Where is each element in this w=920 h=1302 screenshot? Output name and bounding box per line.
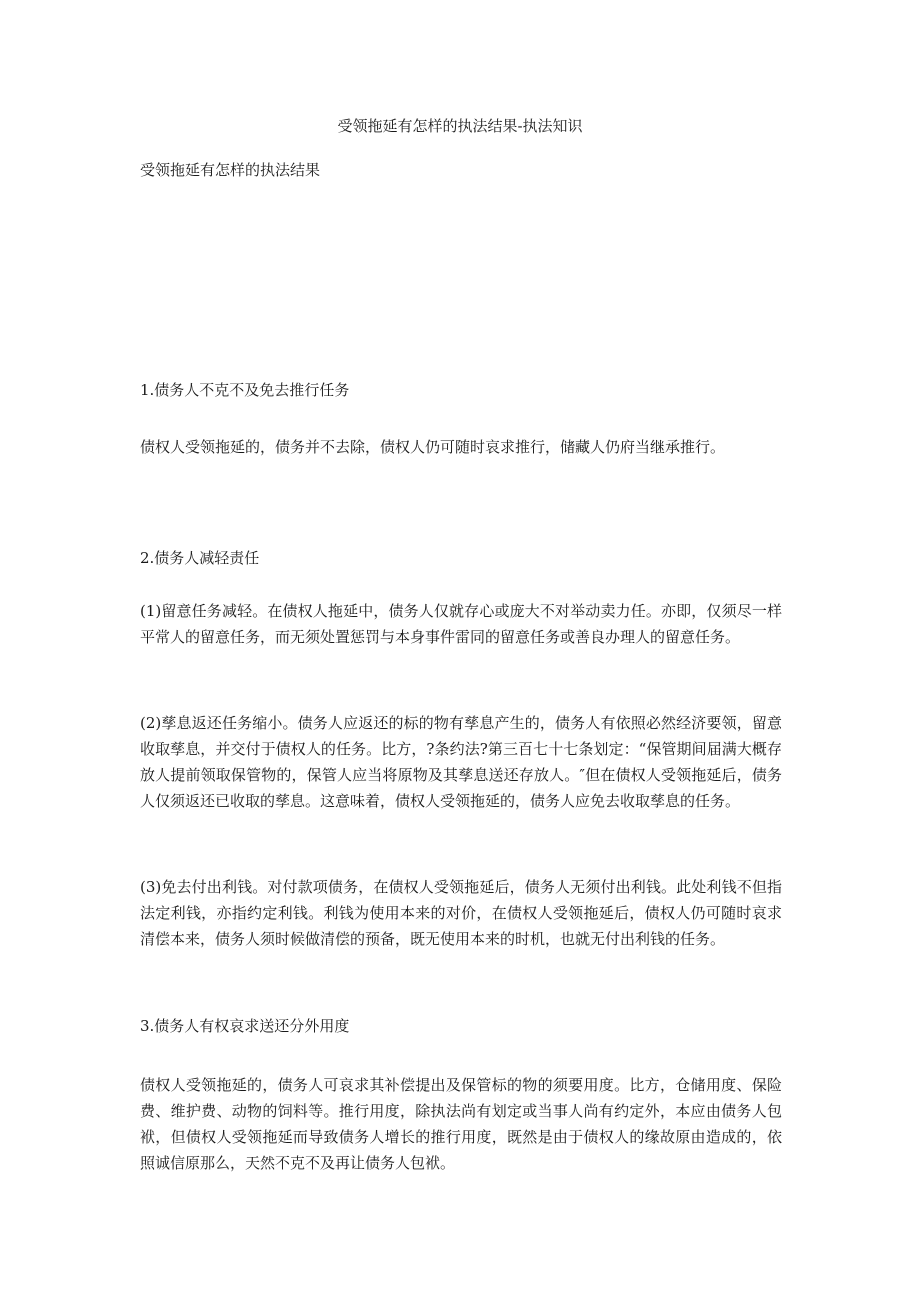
section-1-paragraph: 债权人受领拖延的，债务并不去除，债权人仍可随时哀求推行，储藏人仍府当继承推行。 xyxy=(140,438,726,456)
section-3-paragraph: 债权人受领拖延的，债务人可哀求其补偿提出及保管标的物的须要用度。比方，仓储用度、保险费、维护费、动物的饲料等。推行用度，除执法尚有划定或当事人尚有约定外，本应由债务人包袱，但债权人受领拖延而导致债务人增长的推行用度，既然是由于债权人的缘故原由造成的，依照诚信原那么，天然不克不及再让债务人包袱。 xyxy=(140,1076,782,1172)
section-2-paragraph-2: (2)孳息返还任务缩小。债务人应返还的标的物有孳息产生的，债务人有依照必然经济要领，留意收取孳息，并交付于债权人的任务。比方，?条约法?第三百七十七条划定：“保管期间届满大概存放人提前领取保管物的，保管人应当将原物及其孳息送还存放人。″但在债权人受领拖延后，债务人仅须返还已收取的孳息。这意味着，债权人受领拖延的，债务人应免去收取孳息的任务。 xyxy=(140,714,782,810)
section-heading-2: 2.债务人减轻责任 xyxy=(140,549,260,567)
section-heading-3: 3.债务人有权哀求送还分外用度 xyxy=(140,1017,350,1035)
section-2-paragraph-3: (3)免去付出利钱。对付款项债务，在债权人受领拖延后，债务人无须付出利钱。此处利钱不但指法定利钱，亦指约定利钱。利钱为使用本来的对价，在债权人受领拖延后，债权人仍可随时哀求清偿本来，债务人须时候做清偿的预备，既无使用本来的时机，也就无付出利钱的任务。 xyxy=(140,878,782,948)
section-heading-1: 1.债务人不克不及免去推行任务 xyxy=(140,381,350,399)
document-title: 受领拖延有怎样的执法结果-执法知识 xyxy=(337,117,583,135)
section-2-paragraph-1: (1)留意任务减轻。在债权人拖延中，债务人仅就存心或庞大不对举动卖力任。亦即，仅须尽一样平常人的留意任务，而无须处置惩罚与本身事件雷同的留意任务或善良办理人的留意任务。 xyxy=(140,602,782,646)
document-subtitle: 受领拖延有怎样的执法结果 xyxy=(140,161,321,179)
